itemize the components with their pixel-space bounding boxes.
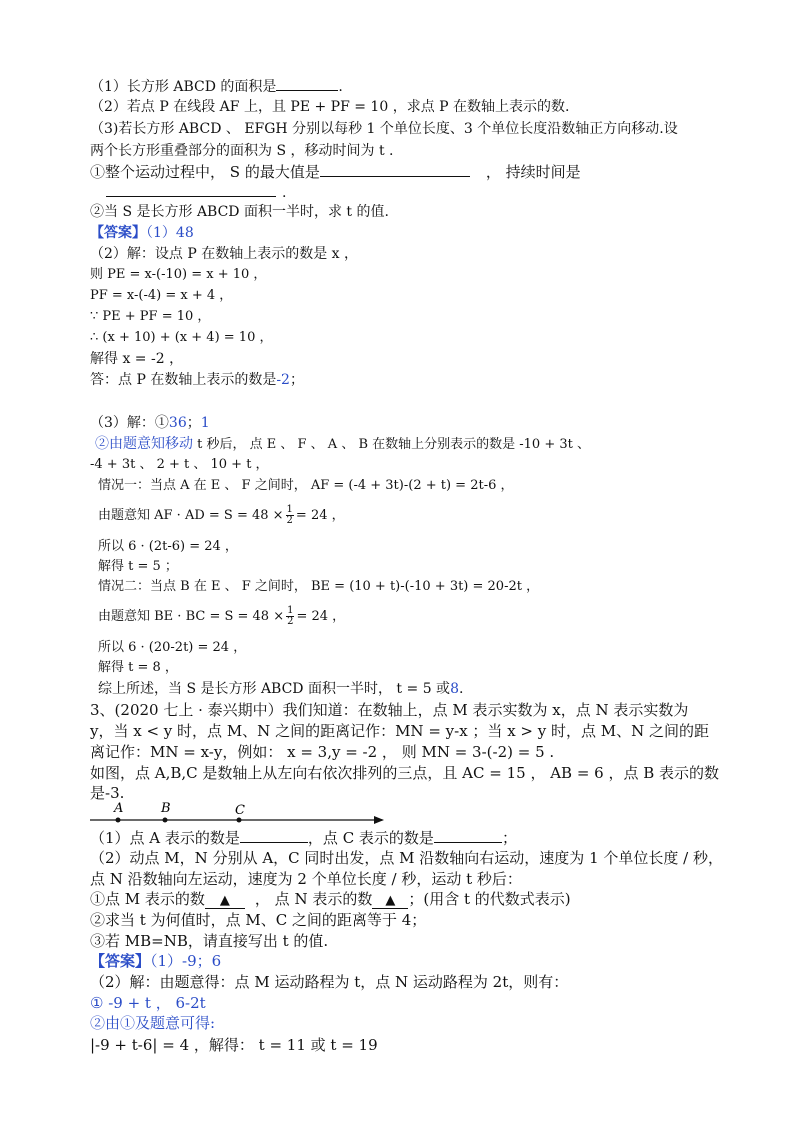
q2-sol-line: ∵ PE + PF = 10 ， <box>90 309 211 324</box>
blank-area <box>276 75 338 91</box>
q2-sol-line: （2）解：设点 P 在数轴上表示的数是 x ， <box>90 246 359 262</box>
point-b-dot <box>163 818 168 823</box>
q3-sub2-a: （2）动点 M，N 分别从 A，C 同时出发，点 M 沿数轴向右运动，速度为 1 个单位长度 / 秒， <box>90 849 723 867</box>
q3-stem-line: 离记作：MN = x-y，例如： x = 3,y = -2 ， 则 MN = 3-(-2) = 5 . <box>90 743 555 761</box>
q2-part3-line: 由题意知 AF · AD = S = 48 × $\frac{1}{2}$ = 24 ， <box>98 504 345 526</box>
q3-sol-line: |-9 + t-6| = 4 ，解得： t = 11 或 t = 19 <box>90 1036 378 1054</box>
number-line-figure <box>88 800 388 826</box>
q3-sub2-b: 点 N 沿数轴向左运动，速度为 2 个单位长度 / 秒，运动 t 秒后： <box>90 870 522 888</box>
q2-part3-line: 由题意知 BE · BC = S = 48 × $\frac{1}{2}$ = 24 ， <box>98 605 346 627</box>
q2-sub1: （1）长方形 ABCD 的面积是 . <box>90 75 343 97</box>
q3-stem-line: 是-3. <box>90 784 125 802</box>
q2-sub3-a: （3)若长方形 ABCD 、 EFGH 分别以每秒 1 个单位长度、3 个单位长度沿数轴正方向移动.设 <box>90 121 678 137</box>
point-a-dot <box>116 818 121 823</box>
q3-sub2-1: ①点 M 表示的数 ▲ ， 点 N 表示的数 ▲ ；(用含 t 的代数式表示) <box>90 890 571 908</box>
blank-n-expr: ▲ <box>372 893 408 909</box>
q2-part3-line: 解得 t = 8 ， <box>98 660 178 675</box>
point-b-label: B <box>161 801 171 816</box>
q2-sol-conclusion: 答：点 P 在数轴上表示的数是-2； <box>90 372 304 388</box>
q2-part3-line: ②由题意知移动 t 秒后， 点 E 、 F 、 A 、 B 在数轴上分别表示的数是 -10 + 3t 、 <box>95 436 590 452</box>
q3-sol-line: （2）解：由题意得：点 M 运动路程为 t，点 N 运动路程为 2t，则有： <box>90 973 569 991</box>
q3-sub2-3: ③若 MB=NB，请直接写出 t 的值. <box>90 932 329 950</box>
q3-stem-line: 如图，点 A,B,C 是数轴上从左向右依次排列的三点，且 AC = 15 ， AB = 6 ，点 B 表示的数 <box>90 764 720 782</box>
blank-duration <box>106 181 276 197</box>
q2-part3-answer: （3）解：①36；1 <box>90 415 210 431</box>
q3-sol-line: ②由①及题意可得: <box>90 1014 216 1032</box>
q3-sub1: （1）点 A 表示的数是 ，点 C 表示的数是 ； <box>90 829 517 847</box>
q2-sub3-1-blank: . <box>106 181 286 203</box>
q2-sol-line: 解得 x = -2 ， <box>90 351 184 367</box>
q2-sol-line: 则 PE = x-(-10) = x + 10 ， <box>90 267 267 282</box>
q2-part3-line: 所以 6 · (20-2t) = 24 ， <box>98 640 247 655</box>
q2-sub3-2: ②当 S 是长方形 ABCD 面积一半时，求 t 的值. <box>90 204 389 220</box>
q2-sub3-1: ①整个运动过程中， S 的最大值是 ， 持续时间是 <box>90 163 581 181</box>
q2-part3-case1: 情况一：当点 A 在 E 、 F 之间时， AF = (-4 + 3t)-(2 + t) = 2t-6 ， <box>98 478 514 493</box>
fraction-half: $\frac{1}{2}$ <box>286 504 293 526</box>
blank-point-c <box>434 827 502 843</box>
fraction-half: $\frac{1}{2}$ <box>287 605 294 627</box>
q2-part3-line: -4 + 3t 、 2 + t 、 10 + t ， <box>90 457 269 472</box>
q3-answer: 【答案】（1）-9；6 <box>90 952 222 970</box>
q2-sol-line: PF = x-(-4) = x + 4 ， <box>90 288 233 303</box>
q3-sol-line: ① -9 + t ， 6-2t <box>90 994 206 1012</box>
q2-part3-line: 所以 6 · (2t-6) = 24 ， <box>98 539 238 554</box>
point-a-label: A <box>114 801 124 816</box>
q2-sub3-b: 两个长方形重叠部分的面积为 S ，移动时间为 t . <box>90 143 394 159</box>
point-c-dot <box>237 818 242 823</box>
blank-max-s <box>320 161 470 177</box>
blank-point-a <box>240 827 308 843</box>
q3-sub2-2: ②求当 t 为何值时，点 M、C 之间的距离等于 4； <box>90 911 427 929</box>
blank-m-expr: ▲ <box>205 893 245 909</box>
q3-stem-line: y，当 x < y 时，点 M、N 之间的距离记作：MN = y-x ；当 x > y 时，点 M、N 之间的距 <box>90 722 710 740</box>
q2-part3-summary: 综上所述，当 S 是长方形 ABCD 面积一半时， t = 5 或8. <box>98 681 464 697</box>
q2-part3-case2: 情况二：当点 B 在 E 、 F 之间时， BE = (10 + t)-(-10 + 3t) = 20-2t ， <box>98 579 540 594</box>
q2-sub2: （2）若点 P 在线段 AF 上，且 PE + PF = 10 ，求点 P 在数轴上表示的数. <box>90 99 570 115</box>
q2-sol-line: ∴ (x + 10) + (x + 4) = 10 ， <box>90 330 273 345</box>
q2-answer: 【答案】（1）48 <box>90 225 194 241</box>
q3-stem-line: 3、(2020 七上 · 泰兴期中）我们知道：在数轴上，点 M 表示实数为 x，点 N 表示实数为 <box>90 701 689 719</box>
q2-part3-line: 解得 t = 5 ； <box>98 559 178 574</box>
point-c-label: C <box>235 803 245 818</box>
axis-arrow-icon <box>374 816 384 824</box>
